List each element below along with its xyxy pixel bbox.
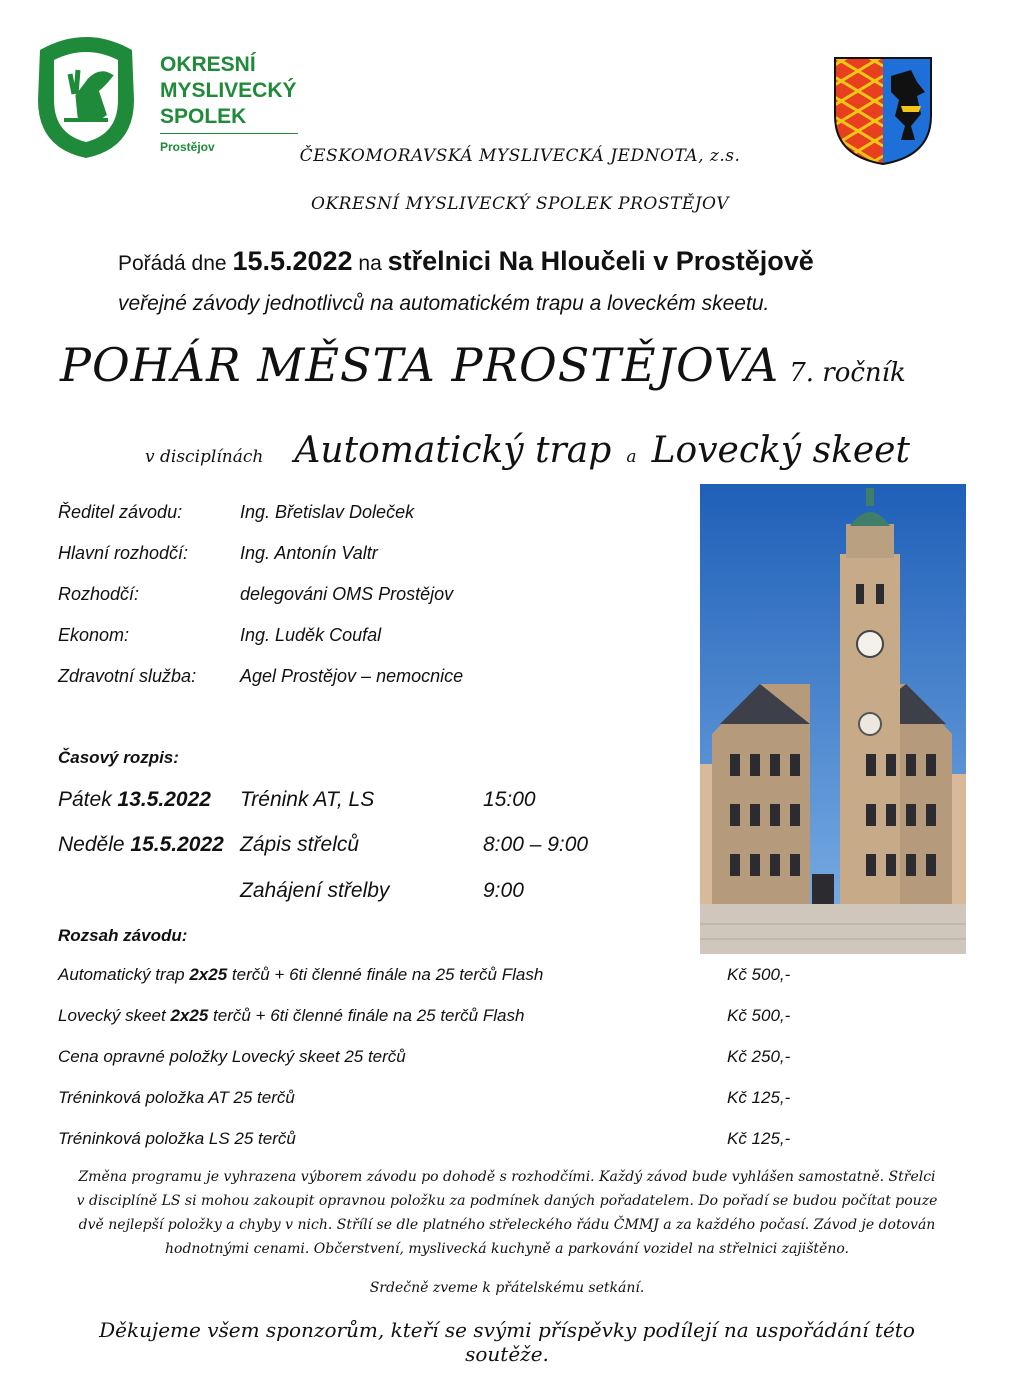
scope-item-price: Kč 125,-: [727, 1088, 791, 1107]
scope-item-count: 2x25: [170, 1006, 209, 1025]
schedule-day: [58, 833, 224, 857]
town-hall-photo: [700, 484, 966, 954]
schedule-activity: Zahájení střelby: [240, 879, 390, 902]
org-name-line: SPOLEK: [160, 105, 247, 128]
discipline-skeet: Lovecký skeet: [651, 430, 910, 471]
org-city: Prostějov: [160, 140, 215, 154]
schedule-date: 15.5.2022: [130, 833, 224, 856]
schedule-day-name: Neděle: [58, 833, 125, 856]
disciplines-intro: v disciplínách: [145, 447, 264, 467]
staff-label-economist: Ekonom:: [58, 625, 130, 645]
event-line: [118, 246, 814, 277]
scope-item-count: 2x25: [189, 965, 228, 984]
terms-note: [62, 1165, 952, 1261]
coat-of-arms-icon: [833, 56, 933, 166]
schedule-date: 13.5.2022: [117, 788, 211, 811]
schedule-day-name: Pátek: [58, 788, 112, 811]
org-name-line: OKRESNÍ: [160, 53, 256, 76]
scope-item-price: Kč 500,-: [727, 965, 791, 984]
event-mid: na: [358, 252, 382, 275]
scope-item-text: Tréninková položka AT 25 terčů: [58, 1088, 295, 1107]
org-divider: [160, 133, 298, 134]
terms-note-line: Změna programu je vyhrazena výborem závodu po dohodě s rozhodčími. Každý závod bude vyhlášen samostatně. Střelci: [78, 1169, 936, 1185]
schedule-day: [58, 788, 211, 812]
scope-item-price: Kč 125,-: [727, 1129, 791, 1148]
terms-note-line: hodnotnými cenami. Občerstvení, myslivecká kuchyně a parkování vozidel na střelnici zajištěno.: [165, 1241, 849, 1257]
invitation: Srdečně zveme k přátelskému setkání.: [369, 1280, 645, 1296]
cup-title: POHÁR MĚSTA PROSTĚJOVA: [60, 338, 780, 392]
header-association: ČESKOMORAVSKÁ MYSLIVECKÁ JEDNOTA, z.s.: [299, 146, 741, 166]
org-name: [160, 52, 300, 130]
schedule-time: 8:00 – 9:00: [483, 833, 589, 856]
disciplines-row: [145, 430, 910, 471]
scope-item-detail: terčů + 6ti členné finále na 25 terčů Flash: [213, 1006, 525, 1025]
cup-title-row: [60, 338, 906, 392]
schedule-title: Časový rozpis:: [58, 748, 179, 767]
event-date: 15.5.2022: [232, 246, 353, 276]
terms-note-line: v disciplíně LS si mohou zakoupit opravnou položku za podmínek daných pořadatelem. Do pořadí se budou počítat pouze: [76, 1193, 938, 1209]
schedule-activity: Zápis střelců: [240, 833, 360, 856]
schedule-time: 15:00: [483, 788, 536, 811]
scope-item-text: Automatický trap: [58, 965, 185, 984]
hunting-association-logo: [30, 30, 142, 160]
scope-item-price: Kč 250,-: [727, 1047, 791, 1066]
event-place: střelnici Na Hloučeli v Prostějově: [387, 246, 814, 276]
staff-value-chief-referee: Ing. Antonín Valtr: [240, 543, 378, 563]
scope-item: [58, 1006, 524, 1026]
scope-item-price: Kč 500,-: [727, 1006, 791, 1025]
cup-edition: 7. ročník: [789, 358, 906, 388]
org-name-line: MYSLIVECKÝ: [160, 79, 297, 102]
staff-label-chief-referee: Hlavní rozhodčí:: [58, 543, 189, 563]
scope-item-text: Tréninková položka LS 25 terčů: [58, 1129, 296, 1148]
staff-label-referee: Rozhodčí:: [58, 584, 140, 604]
scope-item: [58, 965, 543, 985]
scope-item-text: Lovecký skeet: [58, 1006, 166, 1025]
staff-label-medical: Zdravotní služba:: [58, 666, 197, 686]
scope-item-detail: terčů + 6ti členné finále na 25 terčů Flash: [231, 965, 544, 984]
schedule-time: 9:00: [483, 879, 524, 902]
event-prefix: Pořádá dne: [118, 252, 227, 275]
scope-item-text: Cena opravné položky Lovecký skeet 25 terčů: [58, 1047, 406, 1066]
terms-note-line: dvě nejlepší položky a chyby v nich. Střílí se dle platného střeleckého řádu ČMMJ a za každého počasí. Závod je dotován: [78, 1217, 936, 1233]
staff-value-medical: Agel Prostějov – nemocnice: [240, 666, 464, 686]
sponsor-thanks: Děkujeme všem sponzorům, kteří se svými příspěvky podílejí na uspořádání této soutěže.: [99, 1318, 915, 1366]
staff-value-referee: delegováni OMS Prostějov: [240, 584, 454, 604]
disciplines-conj: a: [626, 447, 637, 467]
staff-label-director: Ředitel závodu:: [58, 502, 183, 522]
staff-value-director: Ing. Břetislav Doleček: [240, 502, 415, 522]
header-district: OKRESNÍ MYSLIVECKÝ SPOLEK PROSTĚJOV: [311, 194, 729, 214]
scope-title: Rozsah závodu:: [58, 926, 188, 945]
schedule-activity: Trénink AT, LS: [240, 788, 375, 811]
staff-value-economist: Ing. Luděk Coufal: [240, 625, 382, 645]
event-description: veřejné závody jednotlivců na automatickém trapu a loveckém skeetu.: [118, 292, 770, 315]
discipline-trap: Automatický trap: [294, 430, 612, 471]
